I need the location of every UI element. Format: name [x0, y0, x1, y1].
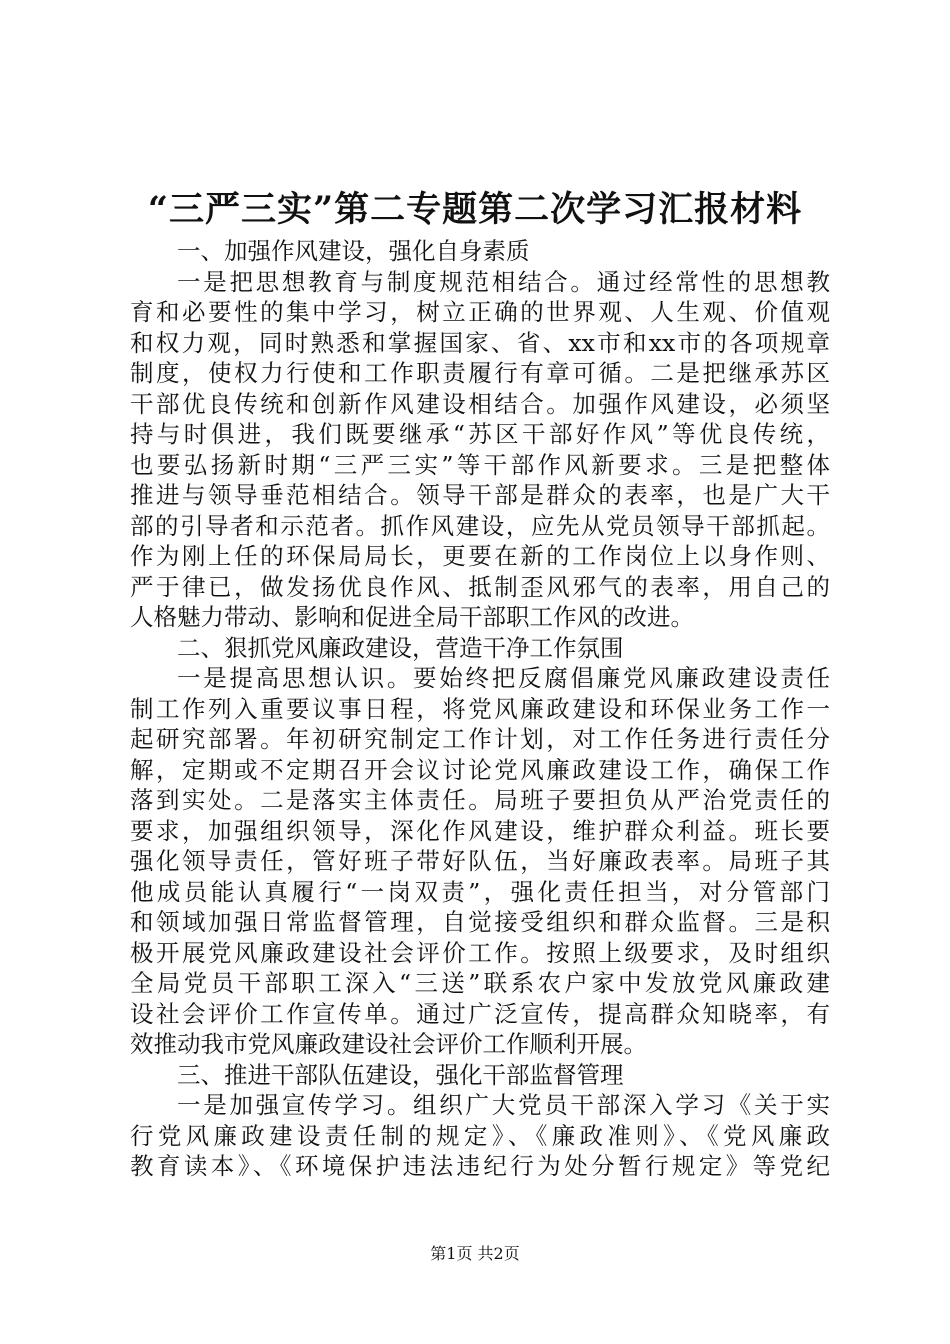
paragraph-line: 设社会评价工作宣传单。通过广泛宣传，提高群众知晓率，有 — [130, 999, 830, 1028]
paragraph-line: 一是把思想教育与制度规范相结合。通过经常性的思想教 — [177, 267, 830, 296]
paragraph-line: 行党风廉政建设责任制的规定》、《廉政准则》、《党风廉政 — [130, 1121, 830, 1150]
paragraph-line: 教育读本》、《环境保护违法违纪行为处分暂行规定》等党纪 — [130, 1152, 830, 1180]
paragraph-line: 一是加强宣传学习。组织广大党员干部深入学习《关于实 — [177, 1091, 830, 1119]
paragraph-line: 推进与领导垂范相结合。领导干部是群众的表率，也是广大干 — [130, 481, 830, 509]
paragraph-line: 育和必要性的集中学习，树立正确的世界观、人生观、价值观 — [130, 298, 830, 326]
paragraph-line: 人格魅力带动、影响和促进全局干部职工作风的改进。 — [130, 603, 694, 631]
document-title: “三严三实”第二专题第二次学习汇报材料 — [147, 189, 803, 230]
paragraph-line: 也要弘扬新时期“三严三实”等干部作风新要求。三是把整体 — [130, 450, 830, 479]
paragraph-line: 效推动我市党风廉政建设社会评价工作顺利开展。 — [130, 1030, 647, 1058]
paragraph-line: 极开展党风廉政建设社会评价工作。按照上级要求，及时组织 — [130, 938, 830, 967]
paragraph-line: 作为刚上任的环保局局长，更要在新的工作岗位上以身作则、 — [130, 542, 830, 570]
section-heading: 一、加强作风建设，强化自身素质 — [177, 237, 530, 265]
paragraph-line: 一是提高思想认识。要始终把反腐倡廉党风廉政建设责任 — [177, 664, 830, 692]
paragraph-line: 和权力观，同时熟悉和掌握国家、省、xx市和xx市的各项规章 — [130, 328, 830, 357]
paragraph-line: 解，定期或不定期召开会议讨论党风廉政建设工作，确保工作 — [130, 755, 830, 784]
paragraph-line: 要求，加强组织领导，深化作风建设，维护群众利益。班长要 — [130, 816, 830, 845]
section-heading: 三、推进干部队伍建设，强化干部监督管理 — [177, 1060, 624, 1089]
paragraph-line: 起研究部署。年初研究制定工作计划，对工作任务进行责任分 — [130, 725, 830, 753]
paragraph-line: 落到实处。二是落实主体责任。局班子要担负从严治党责任的 — [130, 786, 830, 814]
paragraph-line: 和领域加强日常监督管理，自觉接受组织和群众监督。三是积 — [130, 908, 830, 936]
paragraph-line: 持与时俱进，我们既要继承“苏区干部好作风”等优良传统， — [130, 420, 830, 448]
page-footer: 第1页 共2页 — [430, 1244, 520, 1263]
paragraph-line: 制工作列入重要议事日程，将党风廉政建设和环保业务工作一 — [130, 694, 830, 723]
document-body — [130, 236, 830, 1182]
paragraph-line: 强化领导责任，管好班子带好队伍，当好廉政表率。局班子其 — [130, 847, 830, 875]
paragraph-line: 干部优良传统和创新作风建设相结合。加强作风建设，必须坚 — [130, 389, 830, 418]
paragraph-line: 制度，使权力行使和工作职责履行有章可循。二是把继承苏区 — [130, 359, 830, 387]
paragraph-line: 严于律已，做发扬优良作风、抵制歪风邪气的表率，用自己的 — [130, 572, 830, 601]
paragraph-line: 全局党员干部职工深入“三送”联系农户家中发放党风廉政建 — [130, 969, 830, 997]
paragraph-line: 部的引导者和示范者。抓作风建设，应先从党员领导干部抓起。 — [130, 511, 830, 540]
paragraph-line: 他成员能认真履行“一岗双责”，强化责任担当，对分管部门 — [130, 877, 830, 906]
section-heading: 二、狠抓党风廉政建设，营造干净工作氛围 — [177, 633, 624, 662]
